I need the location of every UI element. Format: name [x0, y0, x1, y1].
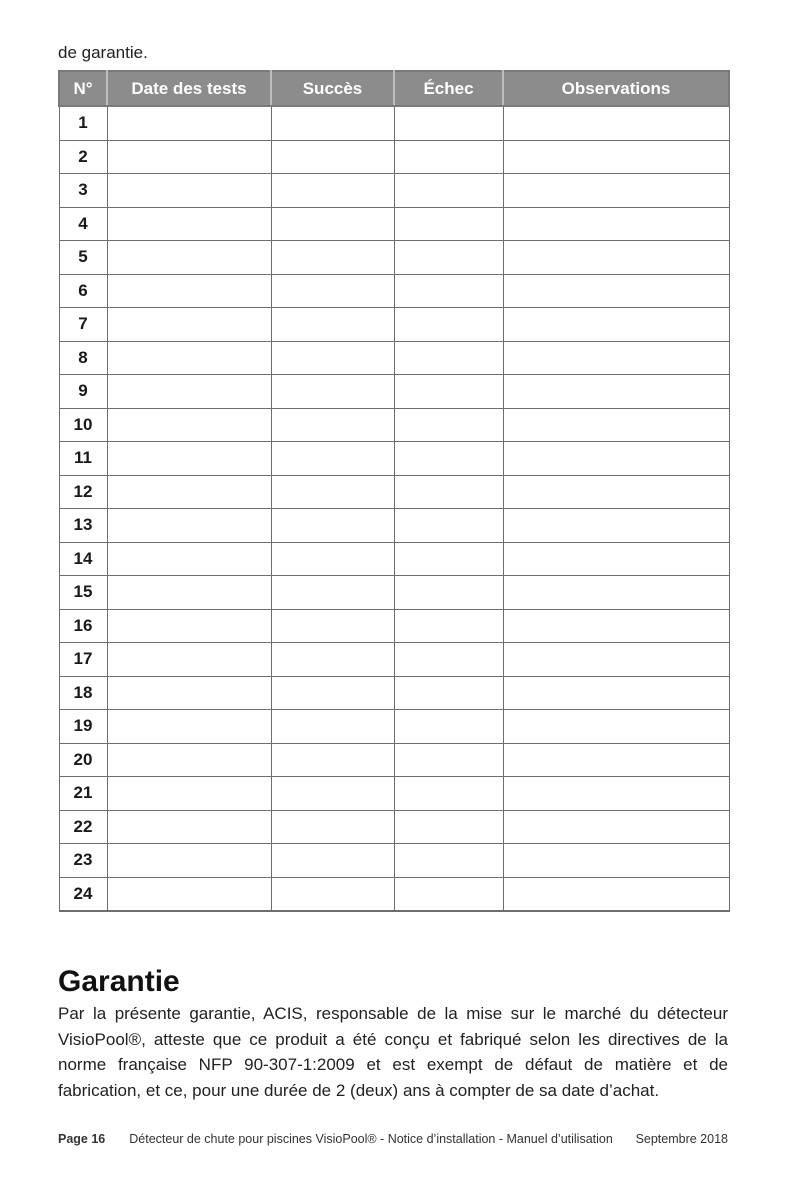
table-row [59, 274, 729, 308]
row-number-cell: 7 [59, 308, 107, 342]
failure-cell[interactable] [394, 542, 503, 576]
failure-cell[interactable] [394, 375, 503, 409]
observations-cell[interactable] [503, 408, 729, 442]
test-date-cell[interactable] [107, 609, 271, 643]
success-cell[interactable] [271, 576, 394, 610]
table-row [59, 676, 729, 710]
success-cell[interactable] [271, 274, 394, 308]
failure-cell[interactable] [394, 676, 503, 710]
header-observations: Observations [503, 71, 729, 106]
table-row [59, 341, 729, 375]
section-title-warranty: Garantie [58, 965, 180, 998]
test-date-cell[interactable] [107, 810, 271, 844]
row-number-cell: 18 [59, 676, 107, 710]
table-row [59, 106, 729, 140]
document-date: Septembre 2018 [635, 1132, 728, 1146]
header-number: N° [59, 71, 107, 106]
failure-cell[interactable] [394, 140, 503, 174]
table-row [59, 140, 729, 174]
failure-cell[interactable] [394, 341, 503, 375]
test-date-cell[interactable] [107, 408, 271, 442]
row-number-cell: 20 [59, 743, 107, 777]
row-number-cell: 2 [59, 140, 107, 174]
row-number-cell: 5 [59, 241, 107, 275]
test-date-cell[interactable] [107, 207, 271, 241]
failure-cell[interactable] [394, 743, 503, 777]
table-row [59, 475, 729, 509]
observations-cell[interactable] [503, 710, 729, 744]
row-number-cell: 8 [59, 341, 107, 375]
observations-cell[interactable] [503, 643, 729, 677]
failure-cell[interactable] [394, 308, 503, 342]
failure-cell[interactable] [394, 576, 503, 610]
success-cell[interactable] [271, 207, 394, 241]
success-cell[interactable] [271, 643, 394, 677]
table-row [59, 241, 729, 275]
test-date-cell[interactable] [107, 576, 271, 610]
table-body [59, 106, 729, 911]
test-date-cell[interactable] [107, 274, 271, 308]
failure-cell[interactable] [394, 877, 503, 911]
observations-cell[interactable] [503, 106, 729, 140]
test-date-cell[interactable] [107, 341, 271, 375]
document-title: Détecteur de chute pour piscines VisioPool® - Notice d’installation - Manuel d’utilisation [129, 1132, 613, 1146]
table-row [59, 542, 729, 576]
observations-cell[interactable] [503, 743, 729, 777]
row-number-cell: 23 [59, 844, 107, 878]
table-row [59, 308, 729, 342]
page-footer [58, 1132, 728, 1146]
failure-cell[interactable] [394, 408, 503, 442]
failure-cell[interactable] [394, 241, 503, 275]
table-row [59, 643, 729, 677]
row-number-cell: 4 [59, 207, 107, 241]
observations-cell[interactable] [503, 609, 729, 643]
success-cell[interactable] [271, 408, 394, 442]
failure-cell[interactable] [394, 609, 503, 643]
row-number-cell: 13 [59, 509, 107, 543]
row-number-cell: 6 [59, 274, 107, 308]
test-date-cell[interactable] [107, 542, 271, 576]
success-cell[interactable] [271, 810, 394, 844]
observations-cell[interactable] [503, 509, 729, 543]
success-cell[interactable] [271, 542, 394, 576]
success-cell[interactable] [271, 106, 394, 140]
failure-cell[interactable] [394, 442, 503, 476]
table-row [59, 743, 729, 777]
observations-cell[interactable] [503, 542, 729, 576]
section-body-warranty: Par la présente garantie, ACIS, responsable de la mise sur le marché du détecteur VisioPool®, atteste que ce produit a été conçu et fabriqué selon les directives de la norme française NFP 90-307-1:2009 et est exempt de défaut de matière et de fabrication, et ce, pour une durée de 2 (deux) ans à compter de sa date d’achat. [58, 1004, 728, 1100]
success-cell[interactable] [271, 308, 394, 342]
test-date-cell[interactable] [107, 241, 271, 275]
failure-cell[interactable] [394, 106, 503, 140]
failure-cell[interactable] [394, 207, 503, 241]
table-row [59, 207, 729, 241]
observations-cell[interactable] [503, 777, 729, 811]
observations-cell[interactable] [503, 174, 729, 208]
test-date-cell[interactable] [107, 777, 271, 811]
table-row [59, 576, 729, 610]
failure-cell[interactable] [394, 274, 503, 308]
success-cell[interactable] [271, 676, 394, 710]
test-date-cell[interactable] [107, 174, 271, 208]
test-date-cell[interactable] [107, 509, 271, 543]
success-cell[interactable] [271, 743, 394, 777]
observations-cell[interactable] [503, 877, 729, 911]
row-number-cell: 15 [59, 576, 107, 610]
success-cell[interactable] [271, 375, 394, 409]
table-row [59, 509, 729, 543]
row-number-cell: 21 [59, 777, 107, 811]
success-cell[interactable] [271, 877, 394, 911]
observations-cell[interactable] [503, 375, 729, 409]
observations-cell[interactable] [503, 241, 729, 275]
success-cell[interactable] [271, 609, 394, 643]
table-row [59, 844, 729, 878]
observations-cell[interactable] [503, 274, 729, 308]
row-number-cell: 11 [59, 442, 107, 476]
table-row [59, 609, 729, 643]
observations-cell[interactable] [503, 341, 729, 375]
test-date-cell[interactable] [107, 140, 271, 174]
row-number-cell: 14 [59, 542, 107, 576]
failure-cell[interactable] [394, 509, 503, 543]
observations-cell[interactable] [503, 207, 729, 241]
test-date-cell[interactable] [107, 643, 271, 677]
observations-cell[interactable] [503, 844, 729, 878]
table-row [59, 877, 729, 911]
success-cell[interactable] [271, 341, 394, 375]
table-row [59, 442, 729, 476]
test-date-cell[interactable] [107, 106, 271, 140]
observations-cell[interactable] [503, 676, 729, 710]
failure-cell[interactable] [394, 777, 503, 811]
failure-cell[interactable] [394, 174, 503, 208]
observations-cell[interactable] [503, 810, 729, 844]
failure-cell[interactable] [394, 844, 503, 878]
page-number: Page 16 [58, 1132, 106, 1146]
test-date-cell[interactable] [107, 844, 271, 878]
success-cell[interactable] [271, 509, 394, 543]
row-number-cell: 10 [59, 408, 107, 442]
success-cell[interactable] [271, 844, 394, 878]
success-cell[interactable] [271, 241, 394, 275]
row-number-cell: 19 [59, 710, 107, 744]
row-number-cell: 1 [59, 106, 107, 140]
test-date-cell[interactable] [107, 375, 271, 409]
intro-text: de garantie. [58, 43, 148, 62]
header-success: Succès [271, 71, 394, 106]
table-row [59, 375, 729, 409]
observations-cell[interactable] [503, 442, 729, 476]
test-date-cell[interactable] [107, 475, 271, 509]
success-cell[interactable] [271, 777, 394, 811]
failure-cell[interactable] [394, 475, 503, 509]
table-row [59, 174, 729, 208]
test-date-cell[interactable] [107, 676, 271, 710]
row-number-cell: 22 [59, 810, 107, 844]
failure-cell[interactable] [394, 810, 503, 844]
observations-cell[interactable] [503, 140, 729, 174]
test-date-cell[interactable] [107, 442, 271, 476]
success-cell[interactable] [271, 475, 394, 509]
success-cell[interactable] [271, 174, 394, 208]
header-failure: Échec [394, 71, 503, 106]
success-cell[interactable] [271, 442, 394, 476]
row-number-cell: 17 [59, 643, 107, 677]
observations-cell[interactable] [503, 576, 729, 610]
row-number-cell: 3 [59, 174, 107, 208]
table-row [59, 710, 729, 744]
test-date-cell[interactable] [107, 743, 271, 777]
header-test-date: Date des tests [107, 71, 271, 106]
test-date-cell[interactable] [107, 877, 271, 911]
success-cell[interactable] [271, 140, 394, 174]
observations-cell[interactable] [503, 475, 729, 509]
table-row [59, 810, 729, 844]
row-number-cell: 9 [59, 375, 107, 409]
row-number-cell: 12 [59, 475, 107, 509]
test-log-table [58, 70, 730, 912]
test-date-cell[interactable] [107, 710, 271, 744]
row-number-cell: 16 [59, 609, 107, 643]
table-row [59, 777, 729, 811]
test-date-cell[interactable] [107, 308, 271, 342]
failure-cell[interactable] [394, 710, 503, 744]
observations-cell[interactable] [503, 308, 729, 342]
table-row [59, 408, 729, 442]
success-cell[interactable] [271, 710, 394, 744]
failure-cell[interactable] [394, 643, 503, 677]
table-header-row [59, 71, 729, 106]
row-number-cell: 24 [59, 877, 107, 911]
